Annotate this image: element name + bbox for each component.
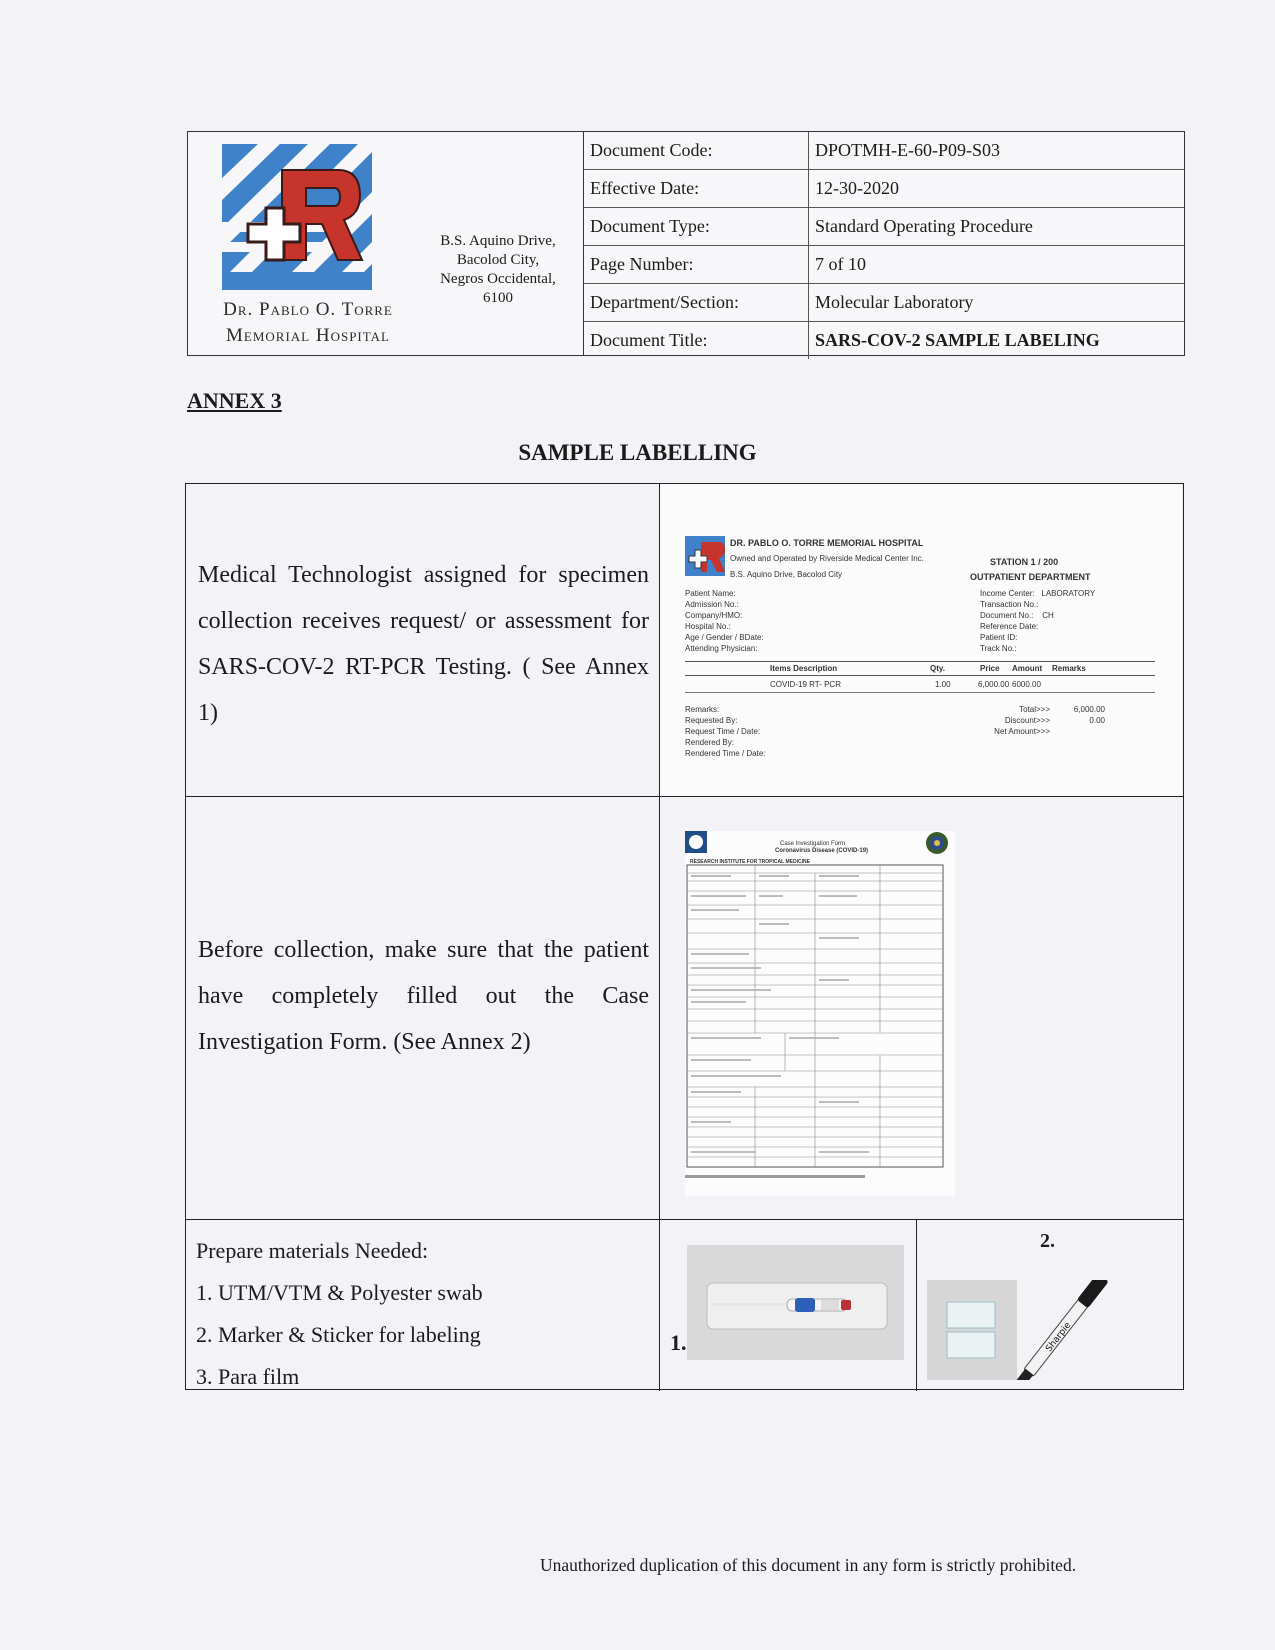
material-item: 3. Para film: [196, 1364, 300, 1389]
department: Molecular Laboratory: [809, 284, 1185, 322]
hospital-address: B.S. Aquino Drive, Bacolod City, Negros Occidental, 6100: [440, 233, 556, 306]
hospital-name: Dr. Pablo O. Torre Memorial Hospital: [223, 299, 393, 346]
footer-disclaimer: Unauthorized duplication of this document in any form is strictly prohibited.: [540, 1555, 1077, 1575]
meta-row: Document Type: Standard Operating Procedure: [584, 208, 1184, 246]
document-meta-table: [584, 132, 1184, 359]
utm-image-cell: [660, 1220, 917, 1391]
step-1-text: Medical Technologist assigned for specimen collection receives request/ or assessment for SARS-COV-2 RT-PCR Testing. ( See Annex 1): [198, 562, 649, 726]
marker-photo: [1007, 1280, 1117, 1380]
hospital-identity: [188, 132, 584, 355]
material-item: 2. Marker & Sticker for labeling: [196, 1322, 481, 1347]
utm-swab-photo: [687, 1245, 904, 1360]
material-item: 1. UTM/VTM & Polyester swab: [196, 1280, 483, 1305]
meta-row: Document Code: DPOTMH-E-60-P09-S03: [584, 132, 1184, 170]
case-investigation-form-image: [660, 797, 1182, 1219]
step-row-2: [186, 797, 1183, 1220]
effective-date: 12-30-2020: [809, 170, 1185, 208]
page-number: 7 of 10: [809, 246, 1185, 284]
request-right-fields: Income Center: LABORATORY Transaction No.: Document No.: CH Reference Date: Patient ID: Track No.:: [980, 589, 1096, 653]
document-code: DPOTMH-E-60-P09-S03: [809, 132, 1185, 170]
image-2-label: 2.: [1040, 1230, 1055, 1252]
request-form-logo: [685, 536, 727, 576]
document-header: [187, 131, 1185, 356]
marker-image-cell: [917, 1220, 1182, 1391]
materials-list: [196, 1230, 483, 1398]
request-form-image: DR. PABLO O. TORRE MEMORIAL HOSPITAL Owned and Operated by Riverside Medical Center Inc. B.S. Aquino Drive, Bacolod City STATION 1 / 200 OUTPATIENT DEPARTMENT Patient Name: Admission No.: Company/HMO: Hospital No.: Age / Gender / BDate: Attending Physician: Income Center: LABORATORY Transaction No.: Document No.: CH Reference Date: Patient ID: Track No.: Items Description Qty. Price Amount Remarks COVID-19 RT- PCR 1.00 6,000.00 6000.00 Remarks: Requested By: Request Time / Date: Rendered By: Rendered Time / Date: Total>>> Discount>>> Net Amount>>> 6,000.00 0.00: [660, 484, 1182, 796]
sticker-photo: [927, 1280, 1017, 1380]
request-bottom-fields: Remarks: Requested By: Request Time / Date: Rendered By: Rendered Time / Date:: [685, 705, 766, 758]
cif-form-grid: [685, 857, 955, 1197]
meta-row: Page Number: 7 of 10: [584, 246, 1184, 284]
request-totals-labels: Total>>> Discount>>> Net Amount>>>: [994, 705, 1050, 736]
cif-thumbnail: Case Investigation Form Coronavirus Disease (COVID-19) RESEARCH INSTITUTE FOR TROPICAL MEDICINE: [685, 831, 955, 1196]
document-title: SARS-COV-2 SAMPLE LABELING: [809, 322, 1185, 360]
cif-seal-icon: [925, 831, 949, 855]
step-2-cell: [186, 797, 660, 1219]
meta-row: Effective Date: 12-30-2020: [584, 170, 1184, 208]
section-title: SAMPLE LABELLING: [518, 440, 757, 465]
materials-heading: Prepare materials Needed:: [196, 1238, 429, 1263]
steps-table: [185, 483, 1184, 1390]
svg-text:Sharpie: Sharpie: [1044, 1320, 1074, 1355]
request-left-fields: Patient Name: Admission No.: Company/HMO: Hospital No.: Age / Gender / BDate: Attending Physician:: [685, 589, 764, 653]
meta-row: Document Title: SARS-COV-2 SAMPLE LABELING: [584, 322, 1184, 360]
meta-row: Department/Section: Molecular Laboratory: [584, 284, 1184, 322]
step-row-1: [186, 484, 1183, 797]
step-2-text: Before collection, make sure that the patient have completely filled out the Case Investigation Form. (See Annex 2): [198, 937, 649, 1055]
cif-logo-icon: [685, 831, 707, 853]
step-3-cell: [186, 1220, 660, 1391]
request-totals-values: 6,000.00 0.00: [1073, 705, 1105, 725]
annex-label: ANNEX 3: [187, 388, 282, 413]
step-1-cell: [186, 484, 660, 796]
document-type: Standard Operating Procedure: [809, 208, 1185, 246]
step-row-3: [186, 1220, 1183, 1391]
image-1-label: 1.: [670, 1330, 687, 1355]
hospital-logo: [220, 142, 380, 292]
